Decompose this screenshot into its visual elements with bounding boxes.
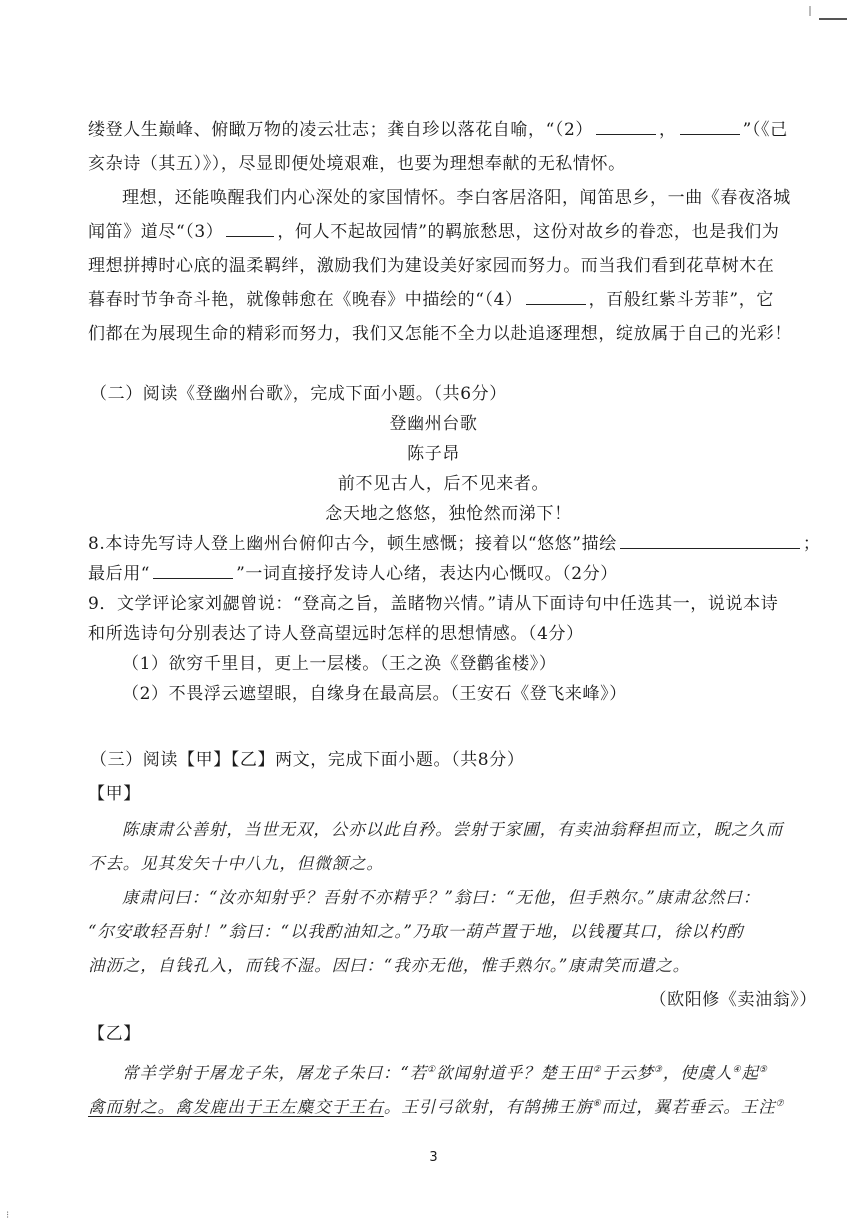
answer-blank[interactable] — [226, 222, 274, 237]
answer-blank[interactable] — [153, 564, 233, 579]
text: ； — [802, 534, 821, 554]
text: ”一词直接抒发诗人心绪，表达内心慨叹。（2分） — [236, 564, 618, 584]
text-label-jia: 【甲】 — [88, 784, 141, 804]
answer-blank[interactable] — [620, 534, 800, 549]
text: 而过，翼若垂云。王注 — [601, 1097, 776, 1117]
classical-text-line: 不去。见其发矢十中八九，但微颔之。 — [88, 854, 384, 873]
underlined-sentence: 禽而射之。禽发鹿出于王左麋交于王右 — [88, 1097, 384, 1117]
text: 常羊学射于屠龙子朱，屠龙子朱曰：“若 — [122, 1063, 428, 1083]
answer-blank[interactable] — [680, 120, 740, 135]
text: ，百般红紫斗芳菲”，它 — [588, 290, 774, 310]
text: 于云梦 — [601, 1063, 654, 1083]
classical-text-line: 油沥之，自钱孔入，而钱不湿。因曰：“我亦无他，惟手熟尔。”康肃笑而遣之。 — [88, 956, 691, 975]
footnote-marker: ⑥ — [592, 1099, 602, 1109]
question-9-option: （2）不畏浮云遮望眼，自缘身在最高层。（王安石《登飞来峰》） — [122, 684, 627, 704]
text: 缕登人生巅峰、俯瞰万物的凌云壮志；龚自珍以落花自喻，“（2） — [88, 120, 594, 140]
classical-text-line: 陈康肃公善射，当世无双，公亦以此自矜。尝射于家圃，有卖油翁释担而立，睨之久而 — [122, 820, 784, 839]
scan-mark — [819, 18, 847, 20]
question-8 — [88, 534, 820, 554]
section-heading: （三）阅读【甲】【乙】两文，完成下面小题。（共8分） — [90, 750, 525, 770]
passage-line: 理想，还能唤醒我们内心深处的家国情怀。李白客居洛阳，闻笛思乡，一曲《春夜洛城 — [122, 188, 791, 208]
classical-text-line — [88, 1094, 785, 1118]
classical-text-line — [122, 1060, 768, 1084]
classical-text-line: 康肃问曰：“汝亦知射乎？吾射不亦精乎？”翁曰：“无他，但手熟尔。”康肃忿然曰： — [122, 888, 761, 907]
question-9-option: （1）欲穷千里目，更上一层楼。（王之涣《登鹳雀楼》） — [122, 654, 557, 674]
question-9: 和所选诗句分别表达了诗人登高望远时怎样的思想情感。（4分） — [88, 624, 584, 644]
passage-line — [88, 222, 780, 242]
text: 欲闻射道乎？楚王田 — [436, 1063, 593, 1083]
passage-line — [88, 290, 774, 310]
footnote-marker: ④ — [732, 1065, 742, 1075]
page-number: 3 — [429, 1150, 438, 1165]
passage-line — [88, 120, 788, 140]
text: 起 — [741, 1063, 759, 1083]
classical-text-line: “尔安敢轻吾射！”翁曰：“以我酌油知之。”乃取一葫芦置于地，以钱覆其口，徐以杓酌 — [88, 922, 744, 941]
footnote-marker: ① — [427, 1065, 437, 1075]
text: ”（《己 — [742, 120, 788, 140]
passage-line: 亥杂诗（其五）》），尽显即便处境艰难，也要为理想奉献的无私情怀。 — [88, 154, 626, 174]
footnote-marker: ⑤ — [758, 1065, 768, 1075]
text: 闻笛》道尽“（3） — [88, 222, 224, 242]
passage-line: 理想拼搏时心底的温柔羁绊，激励我们为建设美好家园而努力。而当我们看到花草树木在 — [88, 256, 775, 276]
text: ，使虞人 — [662, 1063, 733, 1083]
scan-mark — [809, 6, 811, 16]
scan-mark: ⁝ — [6, 1210, 10, 1221]
poem-line: 前不见古人，后不见来者。 — [337, 474, 550, 494]
answer-blank[interactable] — [526, 290, 586, 305]
text: 暮春时节争奇斗艳，就像韩愈在《晚春》中描绘的“（4） — [88, 290, 523, 310]
text: 8.本诗先写诗人登上幽州台俯仰古今，顿生感慨；接着以“悠悠”描绘 — [88, 534, 617, 554]
text: 最后用“ — [88, 564, 151, 584]
poem-title: 登幽州台歌 — [389, 414, 478, 434]
text: ， — [659, 120, 677, 140]
text-label-yi: 【乙】 — [88, 1024, 141, 1044]
section-heading: （二）阅读《登幽州台歌》，完成下面小题。（共6分） — [90, 384, 507, 404]
text: 。王引弓欲射，有鹄拂王旃 — [383, 1097, 593, 1117]
answer-blank[interactable] — [596, 120, 656, 135]
poem-author: 陈子昂 — [407, 444, 460, 464]
poem-line: 念天地之悠悠，独怆然而涕下！ — [325, 504, 572, 524]
text: ，何人不起故园情”的羁旅愁思，这份对故乡的眷恋，也是我们为 — [277, 222, 780, 242]
footnote-marker: ② — [592, 1065, 602, 1075]
question-9: 9．文学评论家刘勰曾说：“登高之旨，盖睹物兴情。”请从下面诗句中任选其一，说说本诗 — [88, 594, 779, 614]
source-citation: （欧阳修《卖油翁》） — [649, 990, 817, 1010]
footnote-marker: ③ — [653, 1065, 663, 1075]
footnote-marker: ⑦ — [775, 1099, 785, 1109]
question-8 — [88, 564, 618, 584]
passage-line: 们都在为展现生命的精彩而努力，我们又怎能不全力以赴追逐理想，绽放属于自己的光彩！ — [88, 324, 792, 344]
